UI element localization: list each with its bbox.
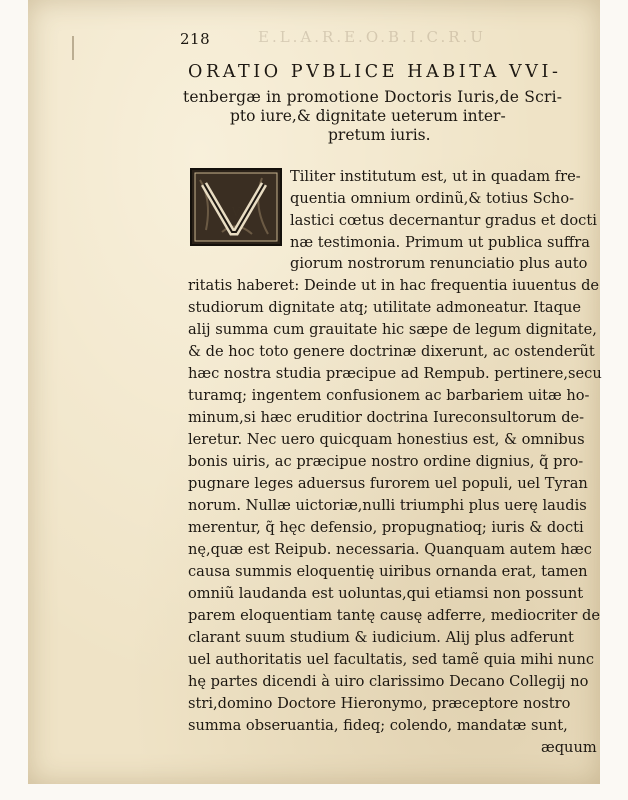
bleed-through-text: E.L.A.R.E.O.B.I.C.R.U [258, 28, 486, 46]
title-line-3: pto iure,& dignitate ueterum inter- [230, 107, 506, 125]
text-line: clarant suum studium & iudicium. Alij plus adferunt [188, 629, 574, 646]
book-page [28, 0, 600, 784]
text-line: hæc nostra studia præcipue ad Rempub. pertinere,secu [188, 365, 602, 382]
catchword: æquum [541, 739, 597, 756]
text-line: stri,domino Doctore Hieronymo, præceptore nostro [188, 695, 571, 712]
text-line: nę,quæ est Reipub. necessaria. Quanquam autem hæc [188, 541, 592, 558]
text-line: summa obseruantia, fideq; colendo, mandatæ sunt, [188, 717, 568, 734]
text-line: ritatis haberet: Deinde ut in hac frequentia iuuentus de [188, 277, 600, 294]
text-line: causa summis eloquentię uiribus ornanda erat, tamen [188, 563, 588, 580]
text-line: merentur, q̃ hęc defensio, propugnatioq; iuris & docti [188, 519, 584, 536]
text-line: bonis uiris, ac præcipue nostro ordine dignius, q̃ pro- [188, 453, 584, 470]
text-line: uel authoritatis uel facultatis, sed tamẽ quia mihi nunc [188, 651, 595, 668]
text-line: giorum nostrorum renunciatio plus auto [290, 255, 588, 272]
text-line: lastici cœtus decernantur gradus et docti [290, 212, 597, 229]
text-line: Tiliter institutum est, ut in quadam fre- [290, 168, 581, 185]
title-line-2: tenbergæ in promotione Doctoris Iuris,de Scri- [183, 88, 563, 106]
text-line: quentia omnium ordinũ,& totius Scho- [290, 190, 575, 207]
text-line: alij summa cum grauitate hic sæpe de legum dignitate, [188, 321, 597, 338]
text-line: parem eloquentiam tantę causę adferre, mediocriter de [188, 607, 600, 624]
text-line: turamq; ingentem confusionem ac barbariem uitæ ho- [188, 387, 590, 404]
drop-cap-letter: V [231, 205, 241, 219]
page-number: 218 [180, 30, 211, 48]
gutter-mark [72, 36, 74, 60]
text-line: minum,si hæc eruditior doctrina Iureconsultorum de- [188, 409, 585, 426]
text-line: omniũ laudanda est uoluntas,qui etiamsi non possunt [188, 585, 584, 602]
text-line: hę partes dicendi à uiro clarissimo Decano Collegij no [188, 673, 589, 690]
text-line: norum. Nullæ uictoriæ,nulli triumphi plus uerę laudis [188, 497, 587, 514]
text-line: pugnare leges aduersus furorem uel populi, uel Tyran [188, 475, 588, 492]
text-line: & de hoc toto genere doctrinæ dixerunt, ac ostenderũt [188, 343, 595, 360]
text-line: studiorum dignitate atq; utilitate admoneatur. Itaque [188, 299, 581, 316]
oration-title: ORATIO PVBLICE HABITA VVI- [188, 62, 562, 82]
text-line: næ testimonia. Primum ut publica suffra [290, 234, 590, 251]
drop-cap-initial [190, 168, 282, 246]
title-line-4: pretum iuris. [328, 126, 431, 144]
text-line: leretur. Nec uero quicquam honestius est, & omnibus [188, 431, 585, 448]
